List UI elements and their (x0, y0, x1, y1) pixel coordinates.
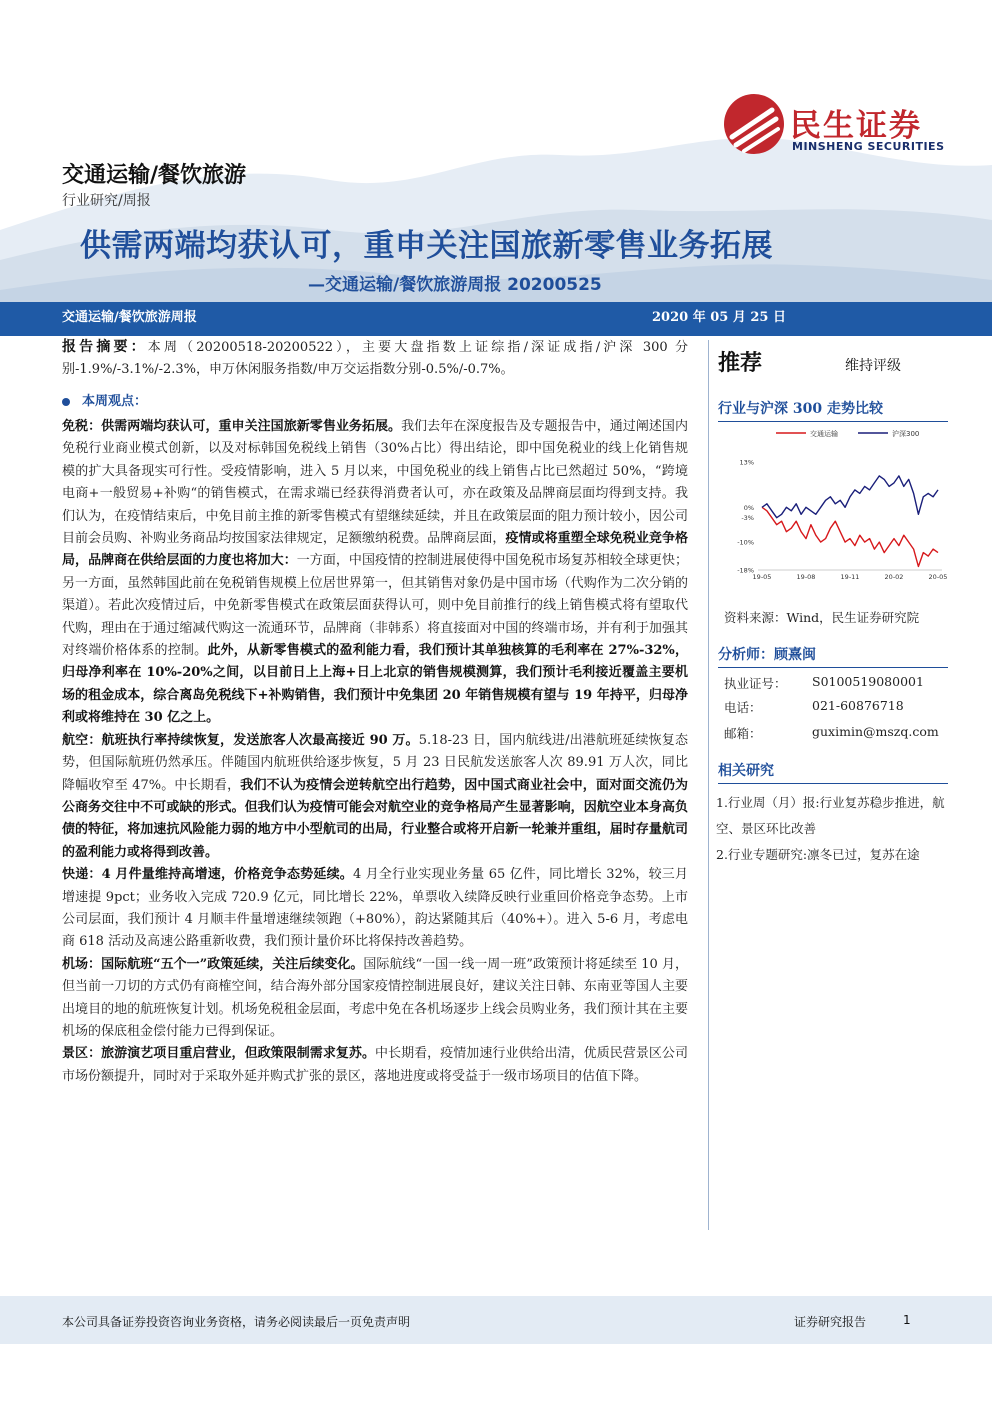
band-report-name: 交通运输/餐饮旅游周报 (62, 310, 197, 325)
y-tick-label: -18% (737, 566, 754, 575)
para-lead: 旅游演艺项目重启营业，但政策限制需求复苏。 (101, 1046, 375, 1062)
y-tick-label: 13% (739, 458, 754, 467)
sector-title: 交通运输/餐饮旅游 (62, 163, 247, 188)
para-label: 航空： (62, 732, 102, 748)
legend-label: 交通运输 (810, 430, 838, 438)
para-label: 机场： (62, 956, 102, 972)
sidebar-divider (708, 340, 709, 1230)
footer-report-type: 证券研究报告 (794, 1315, 867, 1329)
abstract-label: 报告摘要： (62, 339, 148, 355)
series-line (762, 476, 938, 518)
para-lead: 国际航班“五个一”政策延续，关注后续变化。 (101, 956, 364, 972)
paragraph-aviation (62, 730, 688, 864)
related-heading: 相关研究 (718, 760, 948, 784)
para-body: 中长期看，疫情加速行业供给出清，优质民营景区公司市场份额提升，同时对于采取外延并购式扩张的景区，落地进度或将受益于一级市场项目的估值下降。 (62, 1046, 688, 1084)
para-lead: 4 月件量维持高增速，价格竞争态势延续。 (101, 867, 353, 883)
para-label: 景区： (62, 1046, 102, 1062)
series-line (762, 507, 938, 566)
band-date: 2020 年 05 月 25 日 (652, 310, 786, 325)
rating: 维持评级 (845, 358, 901, 374)
y-tick-label: -10% (737, 538, 754, 547)
x-tick-label: 20-05 (928, 573, 948, 581)
section-heading: 本周观点： (62, 390, 147, 409)
email-value: guximin@mszq.com (812, 724, 939, 739)
y-tick-label: -3% (741, 514, 754, 523)
related-item[interactable]: 2.行业专题研究:凛冬已过，复苏在途 (716, 847, 920, 862)
x-tick-label: 19-08 (796, 573, 816, 581)
license-label: 执业证号： (724, 676, 787, 691)
footer-disclaimer: 本公司具备证券投资咨询业务资格，请务必阅读最后一页免责声明 (62, 1315, 411, 1329)
para-bold: 我们不认为疫情会逆转航空出行趋势，因中国式商业社会中，面对面交流仍为公商务交往中不可或缺的形式。但我们认为疫情可能会对航空业的竞争格局产生显著影响，因航空业本身高负债的特征，将加速抗风险能力弱的地方中小型航司的出局，行业整合或将开启新一轮兼并重组，届时存量航司的盈利能力或将得到改善。 (62, 777, 688, 860)
legend-label: 沪深300 (892, 430, 920, 438)
page-number: 1 (903, 1313, 911, 1327)
phone-value: 021-60876718 (812, 698, 904, 713)
y-tick-label: 0% (743, 503, 754, 512)
bullet-icon (62, 398, 70, 406)
recommendation: 推荐 (718, 351, 763, 376)
brand-name-cn: 民生证券 (790, 108, 922, 144)
para-body: 5.18-23 日，国内航线进/出港航班延续恢复态势，但国际航班仍然承压。伴随国内航班供给逐步恢复，5 月 23 日民航发送旅客人次 89.91 万人次，同比降幅收窄至 47%。中长期看， (62, 732, 688, 793)
report-abstract (62, 336, 688, 382)
paragraph-airport (62, 954, 688, 1044)
chart-source: 资料来源：Wind，民生证券研究院 (724, 610, 920, 625)
x-tick-label: 19-11 (840, 573, 860, 581)
license-value: S0100519080001 (812, 674, 924, 689)
para-label: 快递： (62, 867, 102, 883)
abstract-text: 本周（20200518-20200522），主要大盘指数上证综指/深证成指/沪深 300 分别-1.9%/-3.1%/-2.3%，申万休闲服务指数/申万交运指数分别-0.5%/-0.7%。 (62, 340, 688, 378)
paragraph-express (62, 864, 688, 954)
paragraph-scenic (62, 1043, 688, 1088)
x-tick-label: 20-02 (884, 573, 904, 581)
para-lead: 供需两端均获认可，重申关注国旅新零售业务拓展。 (101, 419, 402, 434)
paragraph-duty-free (62, 416, 688, 730)
x-tick-label: 19-05 (752, 573, 772, 581)
para-label: 免税： (62, 419, 102, 434)
para-bold: 疫情或将重塑全球免税业竞争格局，品牌商在供给层面的力度也将加大： (62, 531, 688, 569)
report-title: 供需两端均获认可，重申关注国旅新零售业务拓展 (80, 228, 773, 264)
para-body: 4 月全行业实现业务量 65 亿件，同比增长 32%，较三月增速提 9pct；业务收入完成 720.9 亿元，同比增长 22%，单票收入续降反映行业重回价格竞争态势。上市公司层面，我们预计 4 月顺丰件量增速继续领跑（+80%），韵达紧随其后（40%+）。进入 5-6 月，考虑电商 618 活动及高速公路重新收费，我们预计量价环比将保持改善趋势。 (62, 867, 688, 950)
para-body: 我们去年在深度报告及专题报告中，通过阐述国内免税行业商业模式创新，以及对标韩国免税线上销售（30%占比）得出结论，即中国免税业的线上化销售规模的扩大具备现实可行性。受疫情影响，进入 5 月以来，中国免税业的线上销售占比已然超过 50%，“跨境电商+一般贸易+补购“的销售模式，在需求端已经获得消费者认可，亦在政策及品牌商层面均得到支持。我们认为，在疫情结束后，中免目前主推的新零售模式有望继续延续，并且在政策层面的阻力预计较小，因公司目前会员购、补购业务商品均按国家法律规定，足额缴纳税费。品牌商层面， (62, 419, 688, 547)
para-lead: 航班执行率持续恢复，发送旅客人次最高接近 90 万。 (101, 732, 419, 748)
brand-name-en: MINSHENG SECURITIES (792, 140, 945, 153)
analyst-heading: 分析师：顾熹闽 (718, 644, 948, 668)
chart-heading: 行业与沪深 300 走势比较 (718, 398, 948, 422)
trend-chart (716, 424, 952, 584)
report-type: 行业研究/周报 (62, 193, 151, 209)
para-body: 国际航线“一国一线一周一班”政策预计将延续至 10 月，但当前一刀切的方式仍有商榷空间，结合海外部分国家疫情控制进展良好，建议关注日韩、东南亚等国人主要出境目的地的航班恢复计划。机场免税租金层面，考虑中免在各机场逐步上线会员购业务，我们预计其在主要机场的保底租金偿付能力已得到保证。 (62, 956, 688, 1039)
related-list (716, 790, 948, 868)
related-item[interactable]: 1.行业周（月）报:行业复苏稳步推进，航空、景区环比改善 (716, 795, 945, 836)
main-body (62, 416, 688, 1088)
phone-label: 电话： (724, 700, 762, 715)
email-label: 邮箱： (724, 726, 762, 741)
para-body: 一方面，中国疫情的控制进展使得中国免税市场复苏相较全球更快；另一方面，虽然韩国此前在免税销售规模上位居世界第一，但其销售对象仍是中国市场（代购作为二次分销的渠道）。若此次疫情过后，中免新零售模式在政策层面获得认可，则中免目前推行的线上销售模式将有望取代代购，理由在于通过缩减代购这一流通环节，品牌商（非韩系）将直接面对中国的终端市场，并有利于加强其对终端价格体系的控制。 (62, 553, 688, 659)
para-bold: 此外，从新零售模式的盈利能力看，我们预计其单独核算的毛利率在 27%-32%，归母净利率在 10%-20%之间，以目前日上上海+日上北京的销售规模测算，我们预计毛利接近覆盖主要机场的租金成本，综合离岛免税线下+补购销售，我们预计中免集团 20 年销售规模有望与 19 年持平，归母净利或将维持在 30 亿之上。 (62, 643, 688, 726)
report-subtitle: —交通运输/餐饮旅游周报 20200525 (308, 275, 602, 295)
